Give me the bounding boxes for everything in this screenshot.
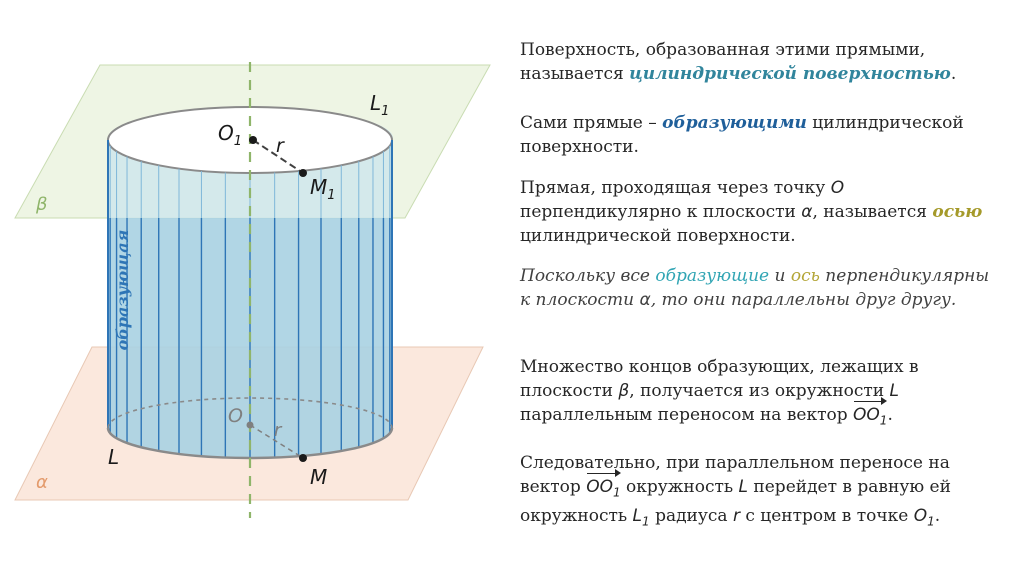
point-O1 bbox=[249, 136, 257, 144]
label-L: L bbox=[108, 445, 120, 469]
paragraph-parallel: Поскольку все образующие и ось перпендикулярны к плоскости α, то они параллельны друг другу. bbox=[520, 266, 990, 310]
paragraph-conclusion: Следовательно, при параллельном переносе на вектор $OO_1$ окружность L перейдет в равную ей окружность $L_1$ радиуса r с центром в точке $O_1$. bbox=[520, 453, 951, 529]
label-r-bottom: r bbox=[274, 420, 282, 441]
label-M1: $M_1$ bbox=[310, 175, 336, 203]
label-O: O bbox=[228, 405, 243, 427]
paragraph-axis: Прямая, проходящая через точку O перпендикулярно к плоскости α, называется осью цилиндрической поверхности. bbox=[520, 178, 983, 246]
label-r-top: r bbox=[276, 135, 284, 157]
point-M1 bbox=[299, 169, 307, 177]
label-generatrix: образующая bbox=[113, 229, 132, 351]
point-M bbox=[299, 454, 307, 462]
paragraph-cylindrical-surface: Поверхность, образованная этими прямыми, называется цилиндрической поверхностью. bbox=[520, 40, 957, 84]
label-O1: $O_1$ bbox=[218, 121, 243, 149]
label-alpha: α bbox=[36, 472, 48, 493]
label-L1: $L_1$ bbox=[370, 91, 390, 119]
label-M: M bbox=[310, 465, 328, 489]
cylinder-diagram bbox=[0, 0, 500, 574]
label-beta: β bbox=[36, 194, 48, 215]
paragraph-translation: Множество концов образующих, лежащих в плоскости β, получается из окружности L параллельным переносом на вектор $OO_1$. bbox=[520, 355, 1000, 432]
paragraph-generatrices: Сами прямые – образующими цилиндрической поверхности. bbox=[520, 113, 964, 157]
point-O bbox=[247, 422, 254, 429]
